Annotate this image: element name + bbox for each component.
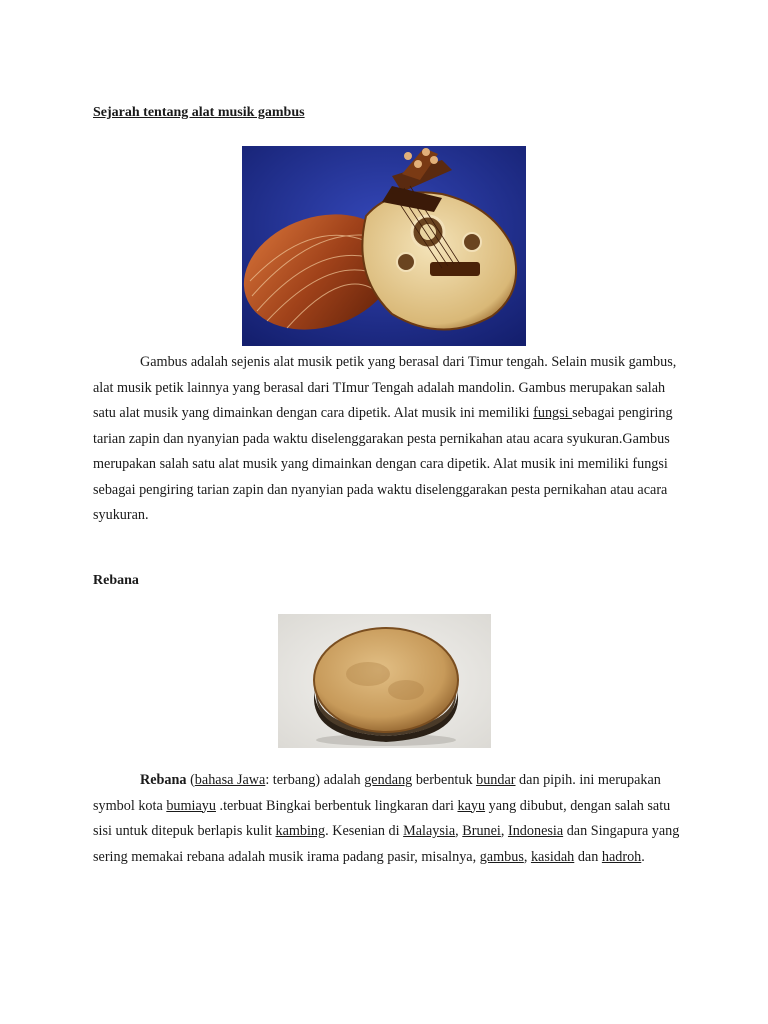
link-gambus[interactable]: gambus xyxy=(479,848,524,865)
link-bumiayu[interactable]: bumiayu xyxy=(166,797,216,814)
text-span: , xyxy=(523,848,531,865)
link-hadroh[interactable]: hadroh xyxy=(601,848,642,865)
link-fungsi[interactable]: fungsi xyxy=(533,405,573,421)
gambus-text-2: sebagai pengiring tarian zapin dan nyanyian pada waktu diselenggarakan pesta pernikahan atau acara syukuran.Gambus merupakan salah satu alat musik yang dimainkan dengan cara dipetik. Alat musik ini memiliki fungsi sebagai pengiring tarian zapin dan nyanyian pada waktu diselenggarakan pesta pernikahan atau acara syukuran. xyxy=(93,405,673,523)
link-kayu[interactable]: kayu xyxy=(457,797,486,814)
rebana-image xyxy=(278,614,491,748)
text-span: berbentuk xyxy=(412,772,477,788)
link-bahasa-jawa[interactable]: bahasa Jawa xyxy=(194,772,266,788)
link-gendang[interactable]: gendang xyxy=(364,772,413,788)
link-indonesia[interactable]: Indonesia xyxy=(507,823,564,839)
gambus-text-1: Gambus adalah sejenis alat musik petik yang berasal dari Timur tengah. Selain musik gambus, alat musik petik lainnya yang berasal dari TImur Tengah adalah mandolin. Gambus merupakan salah satu alat musik yang dimainkan dengan cara dipetik. Alat musik ini memiliki xyxy=(93,354,677,421)
rebana-paragraph xyxy=(93,768,683,870)
gambus-paragraph xyxy=(93,350,683,529)
link-bundar[interactable]: bundar xyxy=(476,772,516,788)
text-span: dan xyxy=(574,848,602,865)
link-kasidah[interactable]: kasidah xyxy=(530,848,575,865)
text-span: yang dibubut, dengan salah satu sisi untuk ditepuk berlapis kulit xyxy=(93,797,671,839)
link-kambing[interactable]: kambing xyxy=(275,823,326,839)
gambus-image xyxy=(242,146,526,346)
text-span: , xyxy=(455,823,463,839)
text-span: ( xyxy=(186,772,195,788)
text-span: . Kesenian di xyxy=(325,823,404,839)
link-malaysia[interactable]: Malaysia xyxy=(403,823,456,839)
text-span: dan pipih. ini merupakan symbol kota xyxy=(93,772,661,814)
text-span: dan Singapura yang sering memakai rebana adalah musik irama padang pasir, misalnya, xyxy=(93,823,680,865)
link-brunei[interactable]: Brunei xyxy=(462,823,501,839)
rebana-term: Rebana xyxy=(140,772,187,788)
heading-rebana: Rebana xyxy=(93,573,139,588)
text-span: : terbang) adalah xyxy=(265,772,365,788)
text-span: . xyxy=(641,848,645,865)
text-span: , xyxy=(500,823,508,839)
heading-gambus: Sejarah tentang alat musik gambus xyxy=(93,105,305,120)
text-span: .terbuat Bingkai berbentuk lingkaran dari xyxy=(215,797,458,814)
